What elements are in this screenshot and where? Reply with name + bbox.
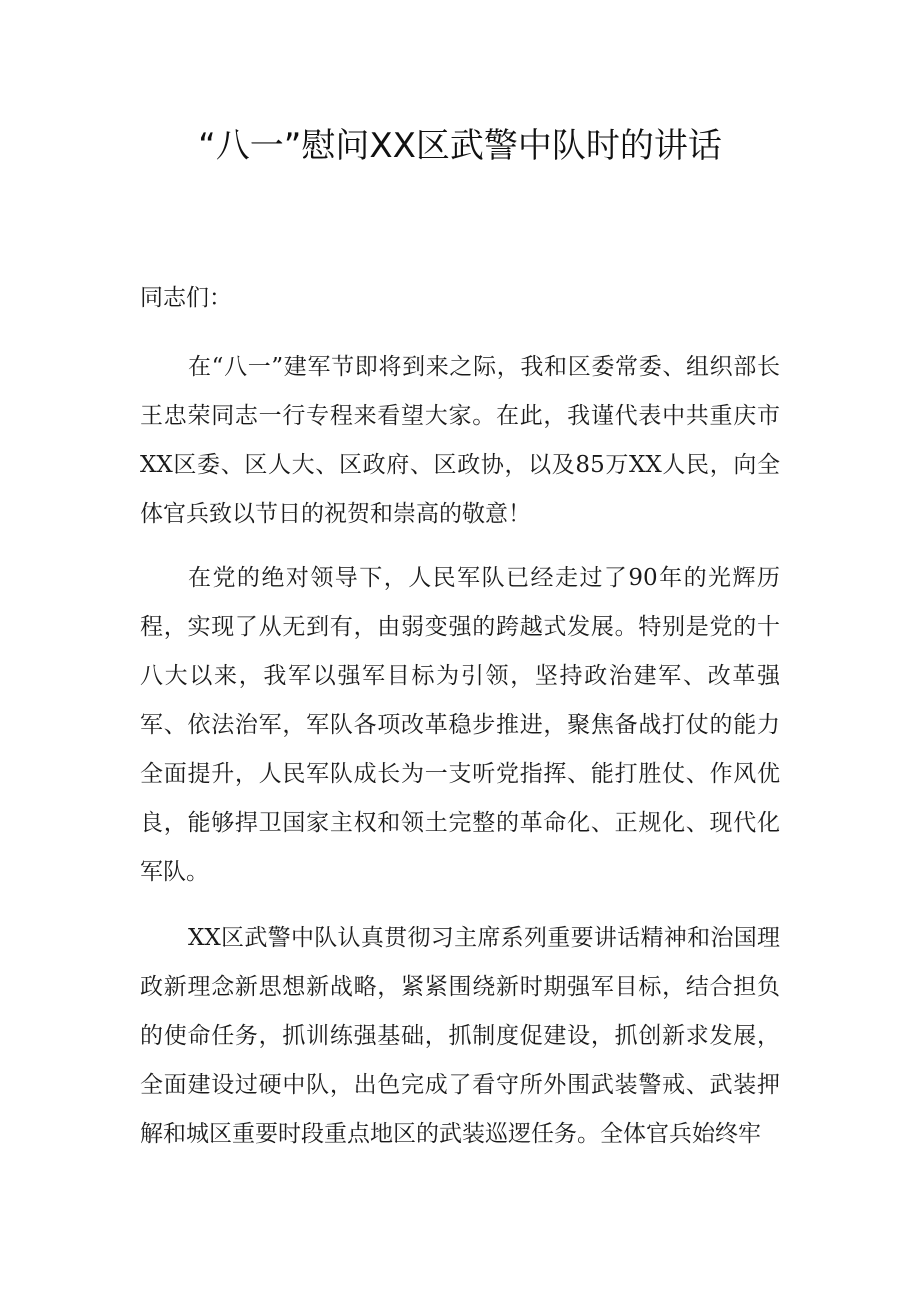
paragraph-3: XX区武警中队认真贯彻习主席系列重要讲话精神和治国理政新理念新思想新战略，紧紧围绕新时期强军目标，结合担负的使命任务，抓训练强基础，抓制度促建设，抓创新求发展，全面建设过硬中队，出色完成了看守所外围武装警戒、武装押解和城区重要时段重点地区的武装巡逻任务。全体官兵始终牢 — [140, 925, 780, 1147]
document-title: “八一”慰问XX区武警中队时的讲话 — [198, 126, 722, 166]
paragraph-1: 在“八一”建军节即将到来之际，我和区委常委、组织部长王忠荣同志一行专程来看望大家。在此，我谨代表中共重庆市XX区委、区人大、区政府、区政协，以及85万XX人民，向全体官兵致以节日的祝贺和崇高的敬意！ — [140, 354, 780, 527]
paragraph-2: 在党的绝对领导下，人民军队已经走过了90年的光辉历程，实现了从无到有，由弱变强的跨越式发展。特别是党的十八大以来，我军以强军目标为引领，坚持政治建军、改革强军、依法治军，军队各项改革稳步推进，聚焦备战打仗的能力全面提升，人民军队成长为一支听党指挥、能打胜仗、作风优良，能够捍卫国家主权和领土完整的革命化、正规化、现代化军队。 — [140, 565, 780, 885]
salutation: 同志们： — [140, 285, 232, 311]
